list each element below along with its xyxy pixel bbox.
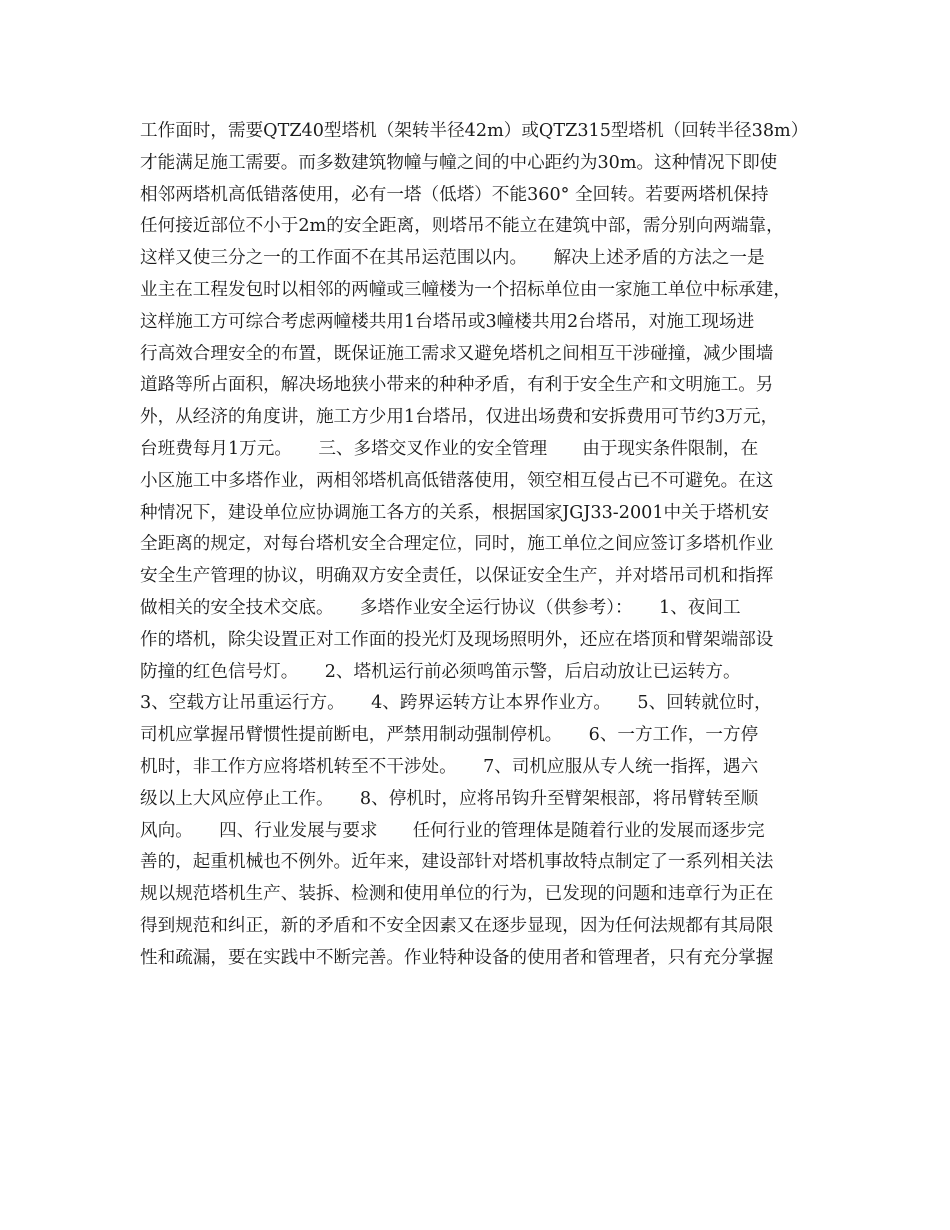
- text-line: 业主在工程发包时以相邻的两幢或三幢楼为一个招标单位由一家施工单位中标承建，: [140, 279, 791, 300]
- text-line: 道路等所占面积，解决场地狭小带来的种种矛盾，有利于安全生产和文明施工。另: [140, 375, 774, 396]
- text-line: 台班费每月1万元。 三、多塔交叉作业的安全管理 由于现实条件限制，在: [140, 438, 759, 459]
- body-text: [140, 116, 820, 975]
- text-line: 全距离的规定，对每台塔机安全合理定位，同时，施工单位之间应签订多塔机作业: [140, 534, 774, 555]
- text-line: 善的，起重机械也不例外。近年来，建设部针对塔机事故特点制定了一系列相关法: [140, 852, 774, 873]
- text-line: 3、空载方让吊重运行方。 4、跨界运转方让本界作业方。 5、回转就位时，: [140, 693, 772, 714]
- text-line: 小区施工中多塔作业，两相邻塔机高低错落使用，领空相互侵占已不可避免。在这: [140, 470, 774, 491]
- text-line: 作的塔机，除尖设置正对工作面的投光灯及现场照明外，还应在塔顶和臂架端部设: [140, 629, 774, 650]
- text-line: 种情况下，建设单位应协调施工各方的关系，根据国家JGJ33-2001中关于塔机安: [140, 502, 770, 523]
- text-line: 相邻两塔机高低错落使用，必有一塔（低塔）不能360° 全回转。若要两塔机保持: [140, 184, 769, 205]
- text-line: 这样又使三分之一的工作面不在其吊运范围以内。 解决上述矛盾的方法之一是: [140, 248, 765, 269]
- text-line: 才能满足施工需要。而多数建筑物幢与幢之间的中心距约为30m。这种情况下即使: [140, 152, 778, 173]
- text-line: 风向。 四、行业发展与要求 任何行业的管理体是随着行业的发展而逐步完: [140, 820, 765, 841]
- text-line: 做相关的安全技术交底。 多塔作业安全运行协议（供参考）： 1、夜间工: [140, 597, 741, 618]
- text-line: 级以上大风应停止工作。 8、停机时，应将吊钩升至臂架根部，将吊臂转至顺: [140, 788, 759, 809]
- text-line: 司机应掌握吊臂惯性提前断电，严禁用制动强制停机。 6、一方工作，一方停: [140, 725, 759, 746]
- text-line: 安全生产管理的协议，明确双方安全责任，以保证安全生产，并对塔吊司机和指挥: [140, 566, 774, 587]
- text-line: 工作面时，需要QTZ40型塔机（架转半径42m）或QTZ315型塔机（回转半径38m）: [140, 121, 809, 141]
- text-line: 得到规范和纠正，新的矛盾和不安全因素又在逐步显现，因为任何法规都有其局限: [140, 915, 774, 936]
- text-line: 规以规范塔机生产、装拆、检测和使用单位的行为，已发现的问题和违章行为正在: [140, 884, 774, 905]
- text-line: 防撞的红色信号灯。 2、塔机运行前必须鸣笛示警，后启动放让已运转方。: [140, 661, 741, 682]
- text-line: 性和疏漏，要在实践中不断完善。作业特种设备的使用者和管理者，只有充分掌握: [140, 947, 774, 968]
- text-line: 行高效合理安全的布置，既保证施工需求又避免塔机之间相互干涉碰撞，减少围墙: [140, 343, 774, 364]
- text-line: 机时，非工作方应将塔机转至不干涉处。 7、司机应服从专人统一指挥，遇六: [140, 756, 759, 777]
- text-line: 外，从经济的角度讲，施工方少用1台塔吊，仅进出场费和安拆费用可节约3万元，: [140, 407, 779, 428]
- text-line: 任何接近部位不小于2m的安全距离，则塔吊不能立在建筑中部，需分别向两端靠，: [140, 216, 784, 237]
- text-line: 这样施工方可综合考虑两幢楼共用1台塔吊或3幢楼共用2台塔吊，对施工现场进: [140, 311, 755, 332]
